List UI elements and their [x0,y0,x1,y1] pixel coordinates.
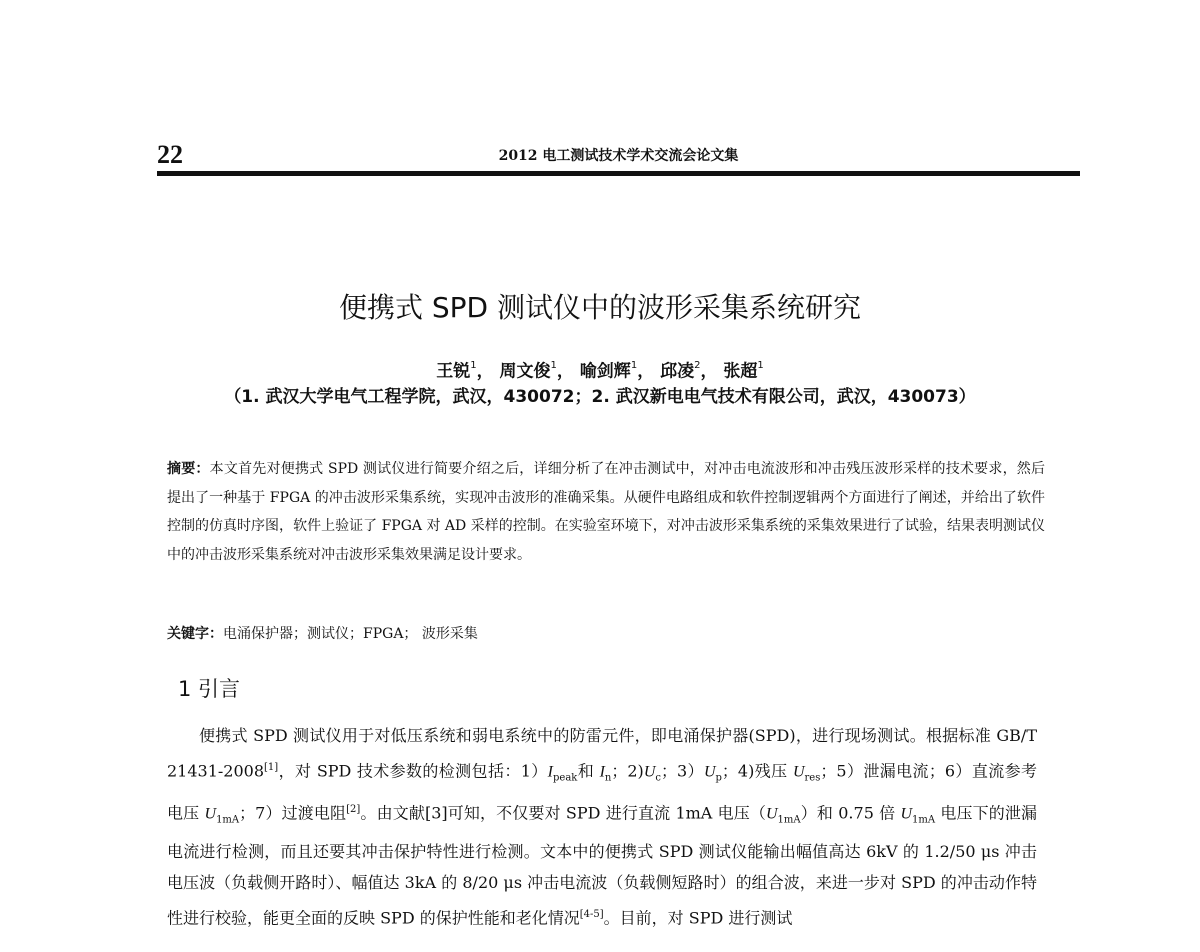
paper-title: 便携式 SPD 测试仪中的波形采集系统研究 [338,291,862,324]
affiliation-mark: 2 [694,360,701,371]
keywords [167,620,1045,648]
body-text [167,720,1037,933]
paragraph: 便携式 SPD 测试仪用于对低压系统和弱电系统中的防雷元件，即电涌保护器(SPD)，进行现场测试。根据标准 GB/T 21431-2008[1]，对 SPD 技术参数的检测包括：$1)I_{peak}$和 $I_n$；$2)U_c$；$3)U_p$；4)残压 $U_{res}$；5）泄漏电流；6）直流参考电压 $U_{1mA}$；7）过渡电阻[2]。由文献[3]可知，不仅要对 SPD 进行直流 1mA 电压$(U_{1mA})$和 0.75 倍 $U_{1mA}$ 电压下的泄漏电流进行检测，而且还要其冲击保护特性进行检测。文本中的便携式 SPD 测试仪能输出幅值高达 6kV 的 1.2/50 μs 冲击电压波（负载侧开路时）、幅值达 3kA 的 8/20 μs 冲击电流波（负载侧短路时）的组合波，来进一步对 SPD 的冲击动作特性进行校验，能更全面的反映 SPD 的保护性能和老化情况[4-5]。目前，对 SPD 进行测试 [167,726,1037,927]
citation: [2] [346,803,361,815]
keywords-text: 电涌保护器；测试仪；FPGA； 波形采集 [223,626,478,642]
affiliation-mark: 1 [630,360,638,371]
header-rule [157,171,1080,176]
author-list: 王锐$^1$， 周文俊$^1$， 喻剑辉$^1$， 邱凌$^2$， 张超$^1$ [436,360,764,382]
abstract-text: 本文首先对便携式 SPD 测试仪进行简要介绍之后，详细分析了在冲击测试中，对冲击电流波形和冲击残压波形采样的技术要求，然后提出了一种基于 FPGA 的冲击波形采集系统，实现冲击波形的准确采集。从硬件电路组成和软件控制逻辑两个方面进行了阐述，并给出了软件控制的仿真时序图，软件上验证了 FPGA 对 AD 采样的控制。在实验室环境下，对冲击波形采集系统的采集效果进行了试验，结果表明测试仪中的冲击波形采集系统对冲击波形采集效果满足设计要求。 [167,461,1046,563]
keywords-label: 关键字： [167,626,223,642]
affiliation-mark: 1 [470,360,477,371]
author-name: 周文俊 [499,361,551,382]
abstract [167,455,1045,569]
citation: [1] [264,761,279,773]
affiliation-mark: 1 [550,360,557,371]
abstract-label: 摘要： [167,461,210,477]
author-name: 王锐 [436,361,471,382]
affiliations: （1. 武汉大学电气工程学院，武汉，430072；2. 武汉新电电气技术有限公司，武汉，430073） [224,387,976,407]
section-heading: 1 引言 [178,677,241,701]
page-number: 22 [157,140,183,169]
running-header [157,140,1080,170]
author-name: 张超 [723,361,758,382]
author-name: 喻剑辉 [579,361,631,382]
affiliation-mark: 1 [757,360,764,371]
journal-title: 2012 电工测试技术学术交流会论文集 [498,148,739,164]
citation: [4-5] [579,908,604,920]
author-name: 邱凌 [660,361,695,382]
